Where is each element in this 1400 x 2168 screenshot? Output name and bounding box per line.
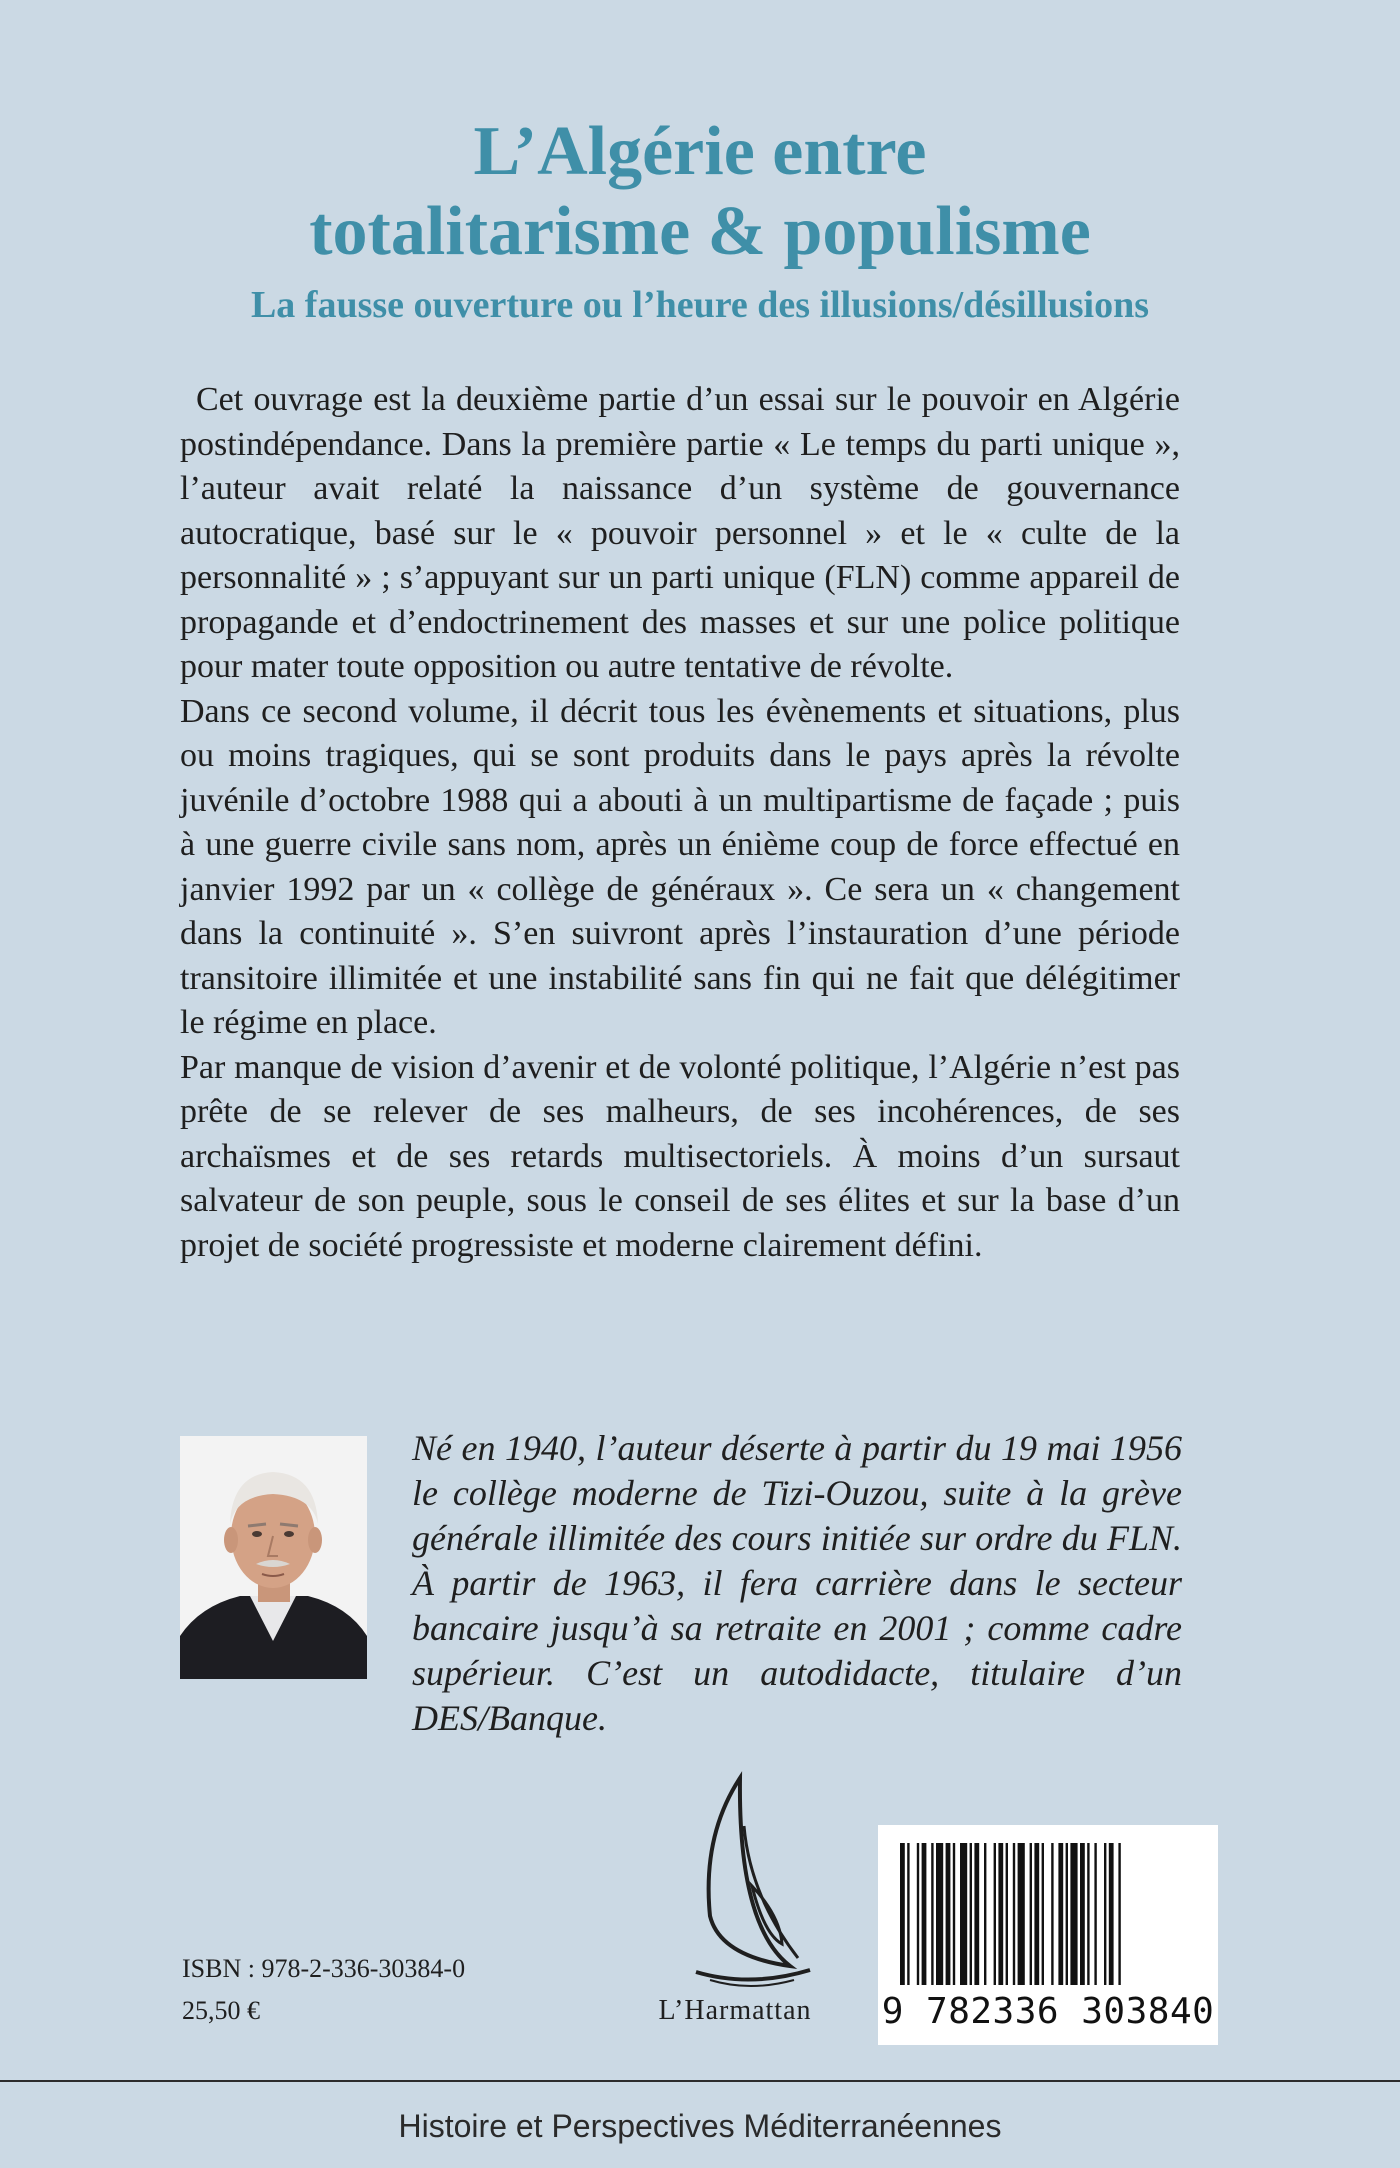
barcode-bar bbox=[953, 1843, 955, 1985]
blurb-paragraph-3: Par manque de vision d’avenir et de volonté politique, l’Algérie n’est pas prête de se relever de ses malheurs, de ses incohérences, de ses archaïsmes et de ses retards multisectoriels. À moins d’un sursaut salvateur de son peuple, sous le conseil de ses élites et sur la base d’un projet de société progressiste et moderne clairement défini. bbox=[180, 1048, 1180, 1264]
barcode-bar bbox=[1058, 1843, 1063, 1985]
barcode-bar bbox=[1006, 1843, 1008, 1985]
barcode-bar bbox=[1018, 1843, 1025, 1985]
barcode-bar bbox=[998, 1843, 1003, 1985]
divider-line bbox=[0, 2080, 1400, 2082]
barcode-bar bbox=[1066, 1843, 1068, 1985]
barcode-bar bbox=[946, 1843, 951, 1985]
barcode-bar bbox=[931, 1843, 933, 1985]
price: 25,50 € bbox=[182, 1996, 260, 2025]
barcode-bar bbox=[1070, 1843, 1077, 1985]
barcode-bar bbox=[1042, 1843, 1044, 1985]
publisher-name: L’Harmattan bbox=[658, 1995, 812, 2026]
series-name: Histoire et Perspectives Méditerranéennes bbox=[398, 2108, 1002, 2144]
book-subtitle: La fausse ouverture ou l’heure des illusions/désillusions bbox=[250, 284, 1150, 326]
barcode-bar bbox=[1080, 1843, 1085, 1985]
barcode-bar bbox=[900, 1843, 905, 1985]
barcode-bar bbox=[922, 1843, 927, 1985]
barcode-bar bbox=[1030, 1843, 1032, 1985]
barcode-bar bbox=[974, 1843, 979, 1985]
barcode-bar bbox=[1094, 1843, 1096, 1985]
barcode-bar bbox=[1051, 1843, 1053, 1985]
blurb-paragraph-2: Dans ce second volume, il décrit tous les évènements et situations, plus ou moins tragiques, qui se sont produits dans le pays après la révolte juvénile d’octobre 1988 qui a abouti à un multipartisme de façade ; puis à une guerre civile sans nom, après un énième coup de force effectué en janvier 1992 par un « collège de généraux ». Ce sera un « changement dans la continuité ». S’en suivront après l’instauration d’une période transitoire illimitée et une instabilité sans fin qui ne fait que délégitimer le régime en place. bbox=[180, 692, 1180, 1041]
barcode-bars bbox=[878, 1825, 1218, 1995]
blurb-paragraph-1: Cet ouvrage est la deuxième partie d’un essai sur le pouvoir en Algérie postindépendance. Dans la première partie « Le temps du parti unique », l’auteur avait relaté la naissance d’un système de gouvernance autocratique, basé sur le « pouvoir personnel » et le « culte de la personnalité » ; s’appuyant sur un parti unique (FLN) comme appareil de propagande et d’endoctrinement des masses et sur une police politique pour mater toute opposition ou autre tentative de révolte. bbox=[180, 381, 1180, 685]
barcode-bar bbox=[970, 1843, 972, 1985]
barcode-bar bbox=[994, 1843, 996, 1985]
barcode-bar bbox=[907, 1843, 909, 1985]
blurb bbox=[180, 378, 1180, 1268]
book-title-line2: totalitarisme & populisme bbox=[309, 193, 1091, 270]
barcode-bar bbox=[960, 1843, 967, 1985]
barcode-bar bbox=[917, 1843, 919, 1985]
author-bio: Né en 1940, l’auteur déserte à partir du 19 mai 1956 le collège moderne de Tizi-Ouzou, suite à la grève générale illimitée des cours initiée sur ordre du FLN. À partir de 1963, il fera carrière dans le secteur bancaire jusqu’à sa retraite en 2001 ; comme cadre supérieur. C’est un autodidacte, titulaire d’un DES/Banque. bbox=[412, 1428, 1182, 1738]
barcode-bar bbox=[936, 1843, 943, 1985]
author-photo bbox=[180, 1436, 367, 1679]
barcode-bar bbox=[1013, 1843, 1015, 1985]
book-title-line1: L’Algérie entre bbox=[473, 113, 927, 190]
barcode-bar bbox=[1087, 1843, 1089, 1985]
isbn-barcode bbox=[878, 1825, 1218, 2045]
barcode-bar bbox=[1034, 1843, 1039, 1985]
isbn: ISBN : 978-2-336-30384-0 bbox=[182, 1954, 466, 1983]
barcode-bar bbox=[1118, 1843, 1120, 1985]
barcode-bar bbox=[984, 1843, 986, 1985]
barcode-bar bbox=[1109, 1843, 1114, 1985]
barcode-digits: 9 782336 303840 bbox=[881, 1991, 1215, 2032]
barcode-bar bbox=[1104, 1843, 1106, 1985]
